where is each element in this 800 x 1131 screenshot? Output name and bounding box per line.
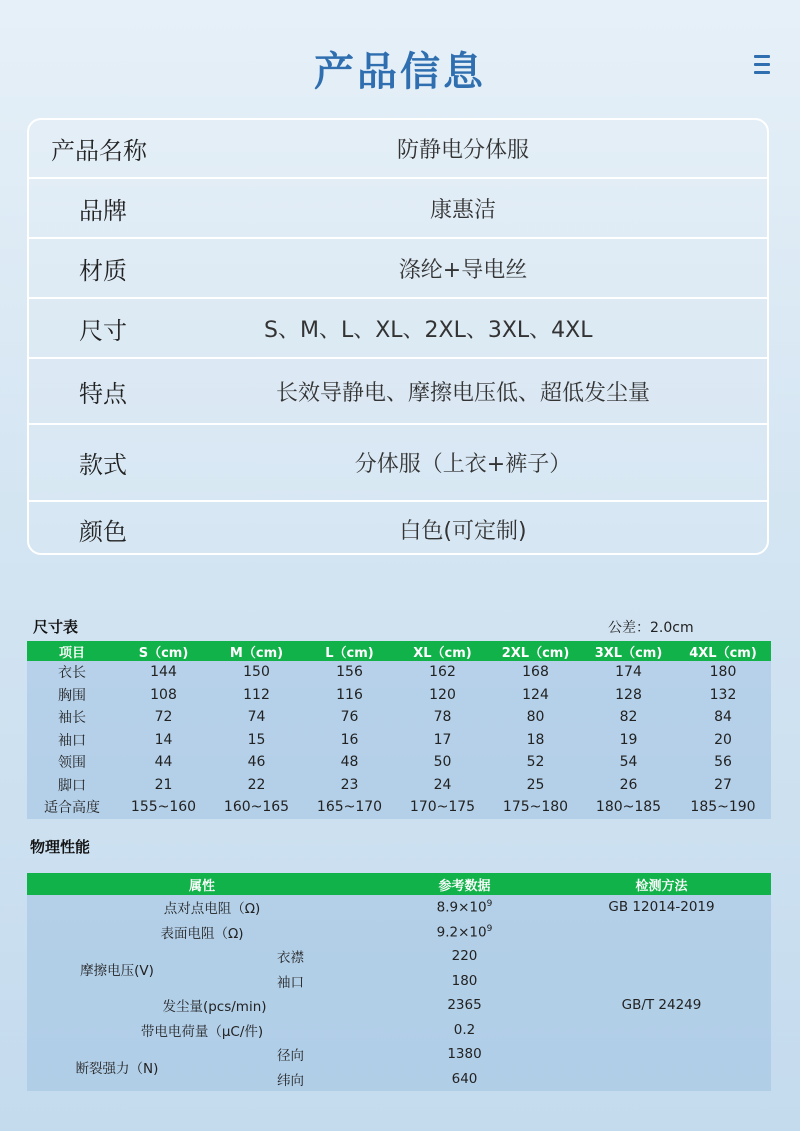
reference-value: 640 <box>451 1070 478 1087</box>
size-cell: 76 <box>340 709 359 726</box>
tolerance-note: 公差：2.0cm <box>608 620 694 636</box>
property-label: 带电电荷量（μC/件) <box>140 1023 264 1040</box>
sub-property: 衣襟 <box>277 950 304 967</box>
info-label: 尺寸 <box>79 316 127 345</box>
size-header-cell: M（cm) <box>210 641 303 661</box>
header-cell: 检测方法 <box>552 873 771 895</box>
size-cell: 21 <box>154 776 173 793</box>
size-header-cell: 2XL（cm) <box>489 641 582 661</box>
size-cell: 15 <box>247 731 266 748</box>
size-row-label: 适合高度 <box>44 800 100 817</box>
size-row-label: 领围 <box>58 755 86 772</box>
reference-value: 2365 <box>447 997 482 1014</box>
sub-property: 径向 <box>277 1048 304 1065</box>
size-cell: 155~160 <box>130 799 197 816</box>
header-cell: 参考数据 <box>377 873 552 895</box>
info-value: 白色(可定制) <box>399 519 527 544</box>
size-cell: 50 <box>433 754 452 771</box>
size-cell: 165~170 <box>316 799 383 816</box>
info-label: 颜色 <box>79 518 127 546</box>
size-cell: 168 <box>522 664 549 681</box>
test-method <box>552 1067 771 1092</box>
table-row <box>27 895 771 920</box>
size-cell: 78 <box>433 709 452 726</box>
test-method: GB/T 24249 <box>621 997 702 1014</box>
size-cell: 116 <box>336 686 363 703</box>
info-label: 款式 <box>79 451 127 479</box>
property-label: 发尘量(pcs/min) <box>162 999 267 1016</box>
physical-table-header <box>27 873 771 895</box>
header-cell: 属性 <box>27 873 377 895</box>
test-method <box>552 1042 771 1067</box>
value-mantissa: 9.2×10 <box>436 924 487 940</box>
test-method <box>552 944 771 969</box>
info-value: 涤纶+导电丝 <box>398 257 528 283</box>
info-label: 产品名称 <box>51 137 147 165</box>
size-cell: 160~165 <box>223 799 290 816</box>
size-cell: 25 <box>526 776 545 793</box>
size-cell: 44 <box>154 754 173 771</box>
size-cell: 22 <box>247 776 266 793</box>
table-row <box>27 661 771 684</box>
size-cell: 170~175 <box>409 799 476 816</box>
info-label: 品牌 <box>79 196 127 225</box>
info-value: S、M、L、XL、2XL、3XL、4XL <box>264 317 593 343</box>
test-method <box>552 969 771 994</box>
table-row <box>27 1018 771 1043</box>
property-label: 摩擦电压(V) <box>80 962 154 979</box>
size-cell: 120 <box>429 686 456 703</box>
size-cell: 82 <box>619 709 638 726</box>
size-chart-title: 尺寸表 <box>33 618 79 636</box>
table-row <box>27 684 771 707</box>
test-method: GB 12014-2019 <box>608 899 715 915</box>
size-header-cell: S（cm) <box>117 641 210 661</box>
info-row-features <box>29 359 767 425</box>
property-label: 断裂强力（N) <box>75 1060 159 1077</box>
info-row-size <box>29 299 767 359</box>
size-cell: 54 <box>619 754 638 771</box>
reference-value: 0.2 <box>453 1021 476 1038</box>
size-cell: 185~190 <box>690 799 756 816</box>
size-header-cell: 4XL（cm) <box>675 641 771 661</box>
size-cell: 124 <box>522 686 549 703</box>
size-header-cell: 3XL（cm) <box>582 641 675 661</box>
size-cell: 27 <box>714 776 732 793</box>
physical-table <box>27 873 771 1091</box>
info-row-color <box>29 502 767 555</box>
reference-value: 220 <box>451 948 478 965</box>
info-label: 材质 <box>79 256 127 285</box>
size-cell: 162 <box>429 664 456 681</box>
menu-icon[interactable] <box>754 55 770 75</box>
size-header-cell: 项目 <box>27 641 117 661</box>
size-table-header <box>27 641 771 661</box>
size-cell: 16 <box>340 731 359 748</box>
table-row <box>27 774 771 797</box>
info-row-material <box>29 239 767 299</box>
page-title: 产品信息 <box>314 49 486 95</box>
size-cell: 84 <box>714 709 732 726</box>
size-cell: 132 <box>709 686 737 703</box>
property-label: 表面电阻（Ω) <box>160 925 244 942</box>
sub-property: 纬向 <box>277 1072 304 1089</box>
table-row <box>27 796 771 819</box>
value-mantissa: 8.9×10 <box>436 899 487 916</box>
size-cell: 128 <box>615 686 642 703</box>
size-cell: 72 <box>154 709 173 726</box>
product-info-card <box>27 118 769 555</box>
info-value: 分体服（上衣+裤子） <box>354 452 572 477</box>
table-row <box>27 993 771 1018</box>
table-row <box>27 751 771 774</box>
size-cell: 80 <box>526 709 545 726</box>
size-cell: 174 <box>615 664 642 681</box>
size-cell: 17 <box>433 731 452 748</box>
size-row-label: 脚口 <box>58 777 86 794</box>
reference-value: 1380 <box>447 1046 482 1063</box>
info-value: 防静电分体服 <box>396 138 529 163</box>
info-label: 特点 <box>79 379 127 408</box>
size-row-label: 袖长 <box>58 710 86 727</box>
info-value: 康惠洁 <box>429 197 496 223</box>
reference-value <box>377 920 552 945</box>
size-cell: 48 <box>340 754 359 771</box>
table-row <box>27 706 771 729</box>
size-cell: 46 <box>247 754 266 771</box>
size-cell: 175~180 <box>502 799 569 816</box>
info-row-name <box>29 120 767 179</box>
property-label: 点对点电阻（Ω) <box>163 901 261 918</box>
test-method <box>552 1018 771 1043</box>
value-exponent: 9 <box>486 923 493 934</box>
size-cell: 150 <box>243 664 270 681</box>
size-header-cell: XL（cm) <box>396 641 489 661</box>
size-cell: 108 <box>150 686 177 703</box>
size-cell: 56 <box>714 754 732 771</box>
size-cell: 14 <box>154 731 173 748</box>
size-cell: 24 <box>433 776 452 793</box>
size-table <box>27 641 771 819</box>
size-cell: 20 <box>714 731 732 748</box>
physical-title: 物理性能 <box>30 838 91 856</box>
size-cell: 180 <box>709 664 737 681</box>
size-row-label: 袖口 <box>58 732 86 749</box>
table-row <box>27 944 771 969</box>
size-cell: 112 <box>243 686 270 703</box>
size-header-cell: L（cm) <box>303 641 396 661</box>
reference-value <box>377 895 552 920</box>
size-cell: 74 <box>247 709 266 726</box>
size-cell: 180~185 <box>595 799 662 816</box>
size-cell: 52 <box>526 754 545 771</box>
table-row <box>27 1042 771 1067</box>
table-row <box>27 729 771 752</box>
reference-value: 180 <box>451 972 478 989</box>
value-exponent: 9 <box>486 899 493 909</box>
size-cell: 19 <box>619 731 638 748</box>
info-row-brand <box>29 179 767 239</box>
size-cell: 18 <box>526 731 545 748</box>
info-value: 长效导静电、摩擦电压低、超低发尘量 <box>275 380 650 406</box>
size-cell: 156 <box>336 664 363 681</box>
size-cell: 144 <box>150 664 177 681</box>
size-cell: 23 <box>340 776 359 793</box>
size-row-label: 衣长 <box>58 665 86 682</box>
size-cell: 26 <box>619 776 638 793</box>
size-row-label: 胸围 <box>58 687 86 704</box>
sub-property: 袖口 <box>277 974 304 991</box>
info-row-style <box>29 425 767 502</box>
